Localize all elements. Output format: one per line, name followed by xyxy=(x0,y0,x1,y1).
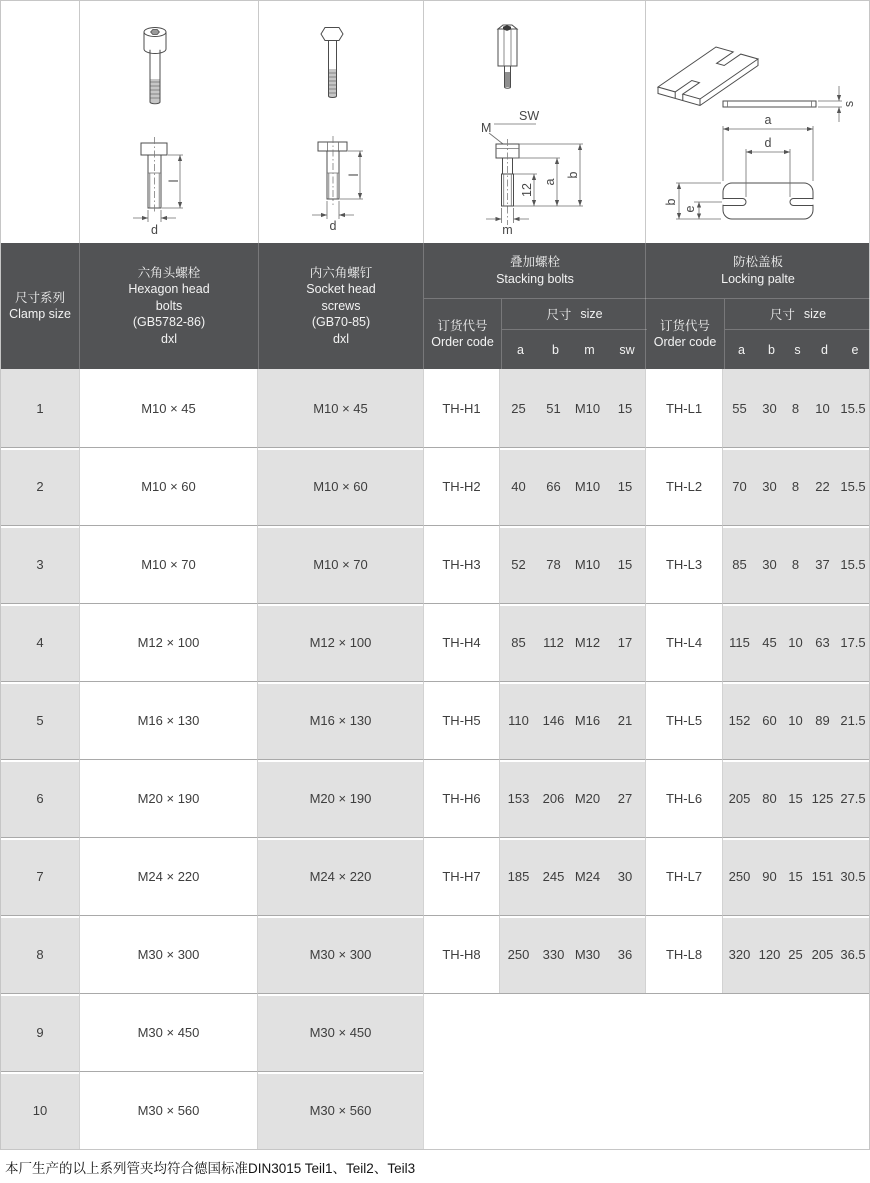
hex-bolt-cell: M12 × 100 xyxy=(79,603,258,681)
table-row xyxy=(1,1071,869,1149)
locking-order-code-cell: TH-L1 xyxy=(645,369,723,447)
stacking-size-cell: 25 xyxy=(500,369,537,447)
dim-label-a: a xyxy=(764,113,772,127)
stacking-size-cell: M12 xyxy=(570,603,605,681)
locking-size-cell: 60 xyxy=(756,681,783,759)
dim-label-m: m xyxy=(502,223,513,237)
table-row xyxy=(1,369,869,447)
hex-bolt-cell: M10 × 60 xyxy=(79,447,258,525)
socket-screw-front-view xyxy=(133,137,183,237)
table-row xyxy=(1,525,869,603)
header-hex-zh: 六角头螺栓 xyxy=(137,265,201,280)
header-socket-dim: dxl xyxy=(333,331,349,346)
stacking-size-cell: 206 xyxy=(537,759,570,837)
socket-screw-cell: M30 × 560 xyxy=(258,1071,423,1149)
hex-bolt-front-view xyxy=(312,136,363,233)
locking-size-cell: 80 xyxy=(756,759,783,837)
header-locking-order-code xyxy=(646,299,724,369)
hex-bolt-cell: M30 × 300 xyxy=(79,915,258,993)
table-row xyxy=(1,993,869,1071)
stacking-size-cell: 51 xyxy=(537,369,570,447)
header-stacking-col-sw: sw xyxy=(619,342,635,357)
locking-size-cell: 15.5 xyxy=(837,447,869,525)
header-stacking-bolts-group xyxy=(423,243,645,369)
locking-size-cell: 115 xyxy=(723,603,756,681)
locking-size-cell: 8 xyxy=(783,447,808,525)
locking-size-cell: 22 xyxy=(808,447,837,525)
locking-size-cell: 15.5 xyxy=(837,369,869,447)
header-stacking-order-code xyxy=(424,299,501,369)
locking-order-code-cell: TH-L7 xyxy=(645,837,723,915)
dim-label-12: 12 xyxy=(520,183,534,197)
hex-bolt-cell: M30 × 450 xyxy=(79,993,258,1071)
header-locking-order-zh: 订货代号 xyxy=(659,318,710,333)
corner-blank-cell xyxy=(1,1,79,243)
locking-size-cell: 15.5 xyxy=(837,525,869,603)
locking-size-cell: 125 xyxy=(808,759,837,837)
stacking-size-cell: 110 xyxy=(500,681,537,759)
locking-plate-side-view xyxy=(723,86,856,122)
stacking-size-cell: 112 xyxy=(537,603,570,681)
header-stacking-size-en: size xyxy=(580,307,603,321)
header-locking-plate-group xyxy=(645,243,869,369)
header-stacking-order-en: Order code xyxy=(431,335,494,349)
stacking-size-cell: 17 xyxy=(605,603,645,681)
socket-screw-cell: M10 × 45 xyxy=(258,369,423,447)
socket-screw-cell: M30 × 300 xyxy=(258,915,423,993)
stacking-size-cell: M30 xyxy=(570,915,605,993)
locking-size-cell: 89 xyxy=(808,681,837,759)
dim-label-d: d xyxy=(329,219,337,233)
stacking-size-cell: 15 xyxy=(605,447,645,525)
header-socket-en1: Socket head xyxy=(306,282,376,297)
stacking-bolt-3d-view xyxy=(498,25,517,88)
locking-order-code-cell: TH-L5 xyxy=(645,681,723,759)
header-stacking-col-a: a xyxy=(517,342,524,357)
stacking-size-cell: 15 xyxy=(605,369,645,447)
socket-screw-cell: M24 × 220 xyxy=(258,837,423,915)
stacking-size-cell: M10 xyxy=(570,369,605,447)
hex-bolt-cell: M16 × 130 xyxy=(79,681,258,759)
socket-screw-cell: M10 × 70 xyxy=(258,525,423,603)
header-locking-zh: 防松盖板 xyxy=(732,255,783,269)
locking-size-cell: 30 xyxy=(756,525,783,603)
dim-label-s: s xyxy=(842,100,856,108)
header-socket-screws xyxy=(258,243,423,369)
stacking-size-cell: M24 xyxy=(570,837,605,915)
header-stacking-size-labels xyxy=(502,330,647,369)
stacking-size-cell: 185 xyxy=(500,837,537,915)
clamp-size-cell: 4 xyxy=(1,603,79,681)
table-header xyxy=(1,243,869,369)
stacking-order-code-cell: TH-H1 xyxy=(423,369,500,447)
clamp-size-cell: 5 xyxy=(1,681,79,759)
table-row xyxy=(1,915,869,993)
locking-size-cell: 205 xyxy=(723,759,756,837)
dim-label-b: b xyxy=(664,198,678,206)
hex-bolt-cell: M10 × 70 xyxy=(79,525,258,603)
clamp-size-cell: 9 xyxy=(1,993,79,1071)
hex-bolt-cell: M30 × 560 xyxy=(79,1071,258,1149)
header-socket-std: (GB70-85) xyxy=(311,315,371,330)
header-stacking-size-block xyxy=(501,299,646,369)
header-hex-bolts xyxy=(79,243,258,369)
header-locking-col-d: d xyxy=(821,342,828,357)
stacking-size-cell: M20 xyxy=(570,759,605,837)
locking-size-cell: 17.5 xyxy=(837,603,869,681)
stacking-size-cell: 40 xyxy=(500,447,537,525)
clamp-size-cell: 7 xyxy=(1,837,79,915)
locking-size-cell: 10 xyxy=(783,603,808,681)
table-row xyxy=(1,603,869,681)
locking-size-cell: 120 xyxy=(756,915,783,993)
hex-bolt-cell: M10 × 45 xyxy=(79,369,258,447)
footer-note: 本厂生产的以上系列管夹均符合德国标准DIN3015 Teil1、Teil2、Teil3 xyxy=(5,1161,416,1176)
locking-plate-panel xyxy=(645,1,869,243)
header-stacking-col-b: b xyxy=(552,342,559,357)
stacking-bolt-front-view xyxy=(481,109,583,237)
header-locking-col-e: e xyxy=(851,342,859,357)
locking-size-cell: 30 xyxy=(756,369,783,447)
clamp-size-cell: 3 xyxy=(1,525,79,603)
header-locking-col-a: a xyxy=(738,342,745,357)
dim-label-b: b xyxy=(566,171,580,179)
socket-screw-panel xyxy=(79,1,258,243)
stacking-size-cell: M16 xyxy=(570,681,605,759)
locking-size-cell: 30 xyxy=(756,447,783,525)
table-row xyxy=(1,759,869,837)
locking-size-cell: 15 xyxy=(783,837,808,915)
stacking-order-code-cell: TH-H3 xyxy=(423,525,500,603)
header-locking-en: Locking palte xyxy=(721,271,795,286)
clamp-size-cell: 2 xyxy=(1,447,79,525)
stacking-order-code-cell: TH-H6 xyxy=(423,759,500,837)
header-hex-dim: dxl xyxy=(161,331,177,346)
locking-size-cell: 10 xyxy=(783,681,808,759)
stacking-order-code-cell: TH-H2 xyxy=(423,447,500,525)
header-clamp-size-zh: 尺寸系列 xyxy=(14,290,65,305)
hex-bolt-drawing xyxy=(259,1,424,243)
header-stacking-size-title xyxy=(502,299,647,330)
locking-size-cell: 55 xyxy=(723,369,756,447)
locking-size-cell: 70 xyxy=(723,447,756,525)
locking-size-cell: 36.5 xyxy=(837,915,869,993)
table-row xyxy=(1,681,869,759)
locking-order-code-cell: TH-L2 xyxy=(645,447,723,525)
stacking-size-cell: 15 xyxy=(605,525,645,603)
header-locking-size-block xyxy=(724,299,870,369)
locking-size-cell: 63 xyxy=(808,603,837,681)
socket-screw-3d-view xyxy=(144,28,166,104)
socket-screw-cell: M12 × 100 xyxy=(258,603,423,681)
header-clamp-size-en: Clamp size xyxy=(9,307,71,321)
stacking-size-cell: 250 xyxy=(500,915,537,993)
header-socket-en2: screws xyxy=(321,298,361,313)
locking-size-cell: 85 xyxy=(723,525,756,603)
stacking-order-code-cell: TH-H5 xyxy=(423,681,500,759)
locking-size-cell: 8 xyxy=(783,525,808,603)
clamp-size-cell: 8 xyxy=(1,915,79,993)
header-stacking-en: Stacking bolts xyxy=(496,271,574,286)
stacking-size-cell: 36 xyxy=(605,915,645,993)
locking-order-code-cell: TH-L8 xyxy=(645,915,723,993)
locking-size-cell: 15 xyxy=(783,759,808,837)
locking-size-cell: 8 xyxy=(783,369,808,447)
header-locking-order-en: Order code xyxy=(653,335,717,349)
dim-label-e: e xyxy=(683,205,697,213)
header-locking-col-b: b xyxy=(768,342,775,357)
socket-screw-cell: M10 × 60 xyxy=(258,447,423,525)
stacking-order-code-cell: TH-H4 xyxy=(423,603,500,681)
stacking-size-cell: 30 xyxy=(605,837,645,915)
table-row xyxy=(1,447,869,525)
locking-size-cell: 152 xyxy=(723,681,756,759)
table-row xyxy=(1,837,869,915)
locking-size-cell: 37 xyxy=(808,525,837,603)
locking-size-cell: 250 xyxy=(723,837,756,915)
stacking-size-cell: 66 xyxy=(537,447,570,525)
locking-size-cell: 151 xyxy=(808,837,837,915)
hex-bolt-cell: M20 × 190 xyxy=(79,759,258,837)
locking-order-code-cell: TH-L6 xyxy=(645,759,723,837)
header-locking-size-en: size xyxy=(803,307,827,321)
header-locking-title xyxy=(646,243,870,299)
header-clamp-size xyxy=(1,243,79,369)
header-stacking-col-m: m xyxy=(584,342,595,357)
hex-bolt-panel xyxy=(258,1,423,243)
header-stacking-order-zh: 订货代号 xyxy=(437,318,488,333)
stacking-size-cell: 245 xyxy=(537,837,570,915)
locking-order-code-cell: TH-L3 xyxy=(645,525,723,603)
locking-order-code-cell: TH-L4 xyxy=(645,603,723,681)
header-hex-en2: bolts xyxy=(155,298,183,313)
header-locking-size-labels xyxy=(725,330,870,369)
stacking-size-cell: 85 xyxy=(500,603,537,681)
table-body xyxy=(1,369,869,1149)
clamp-size-cell: 10 xyxy=(1,1071,79,1149)
socket-screw-cell: M30 × 450 xyxy=(258,993,423,1071)
locking-size-cell: 205 xyxy=(808,915,837,993)
stacking-size-cell: 21 xyxy=(605,681,645,759)
socket-head-screw-drawing xyxy=(80,1,259,243)
header-stacking-zh: 叠加螺栓 xyxy=(509,255,560,269)
hex-bolt-3d-view xyxy=(321,28,343,98)
clamp-size-cell: 1 xyxy=(1,369,79,447)
locking-plate-plan-view xyxy=(664,113,814,219)
empty-region xyxy=(423,993,869,1071)
socket-screw-cell: M20 × 190 xyxy=(258,759,423,837)
drawings-strip xyxy=(1,1,869,243)
dim-label-d: d xyxy=(764,136,772,150)
header-stacking-size-zh: 尺寸 xyxy=(546,308,572,322)
socket-screw-cell: M16 × 130 xyxy=(258,681,423,759)
locking-size-cell: 320 xyxy=(723,915,756,993)
dim-label-SW: SW xyxy=(519,109,540,123)
header-hex-std: (GB5782-86) xyxy=(132,315,206,330)
header-hex-en1: Hexagon head xyxy=(128,282,210,297)
header-locking-col-s: s xyxy=(794,342,801,357)
clamp-size-cell: 6 xyxy=(1,759,79,837)
locking-size-cell: 21.5 xyxy=(837,681,869,759)
dim-label-a: a xyxy=(543,178,557,186)
header-locking-size-zh: 尺寸 xyxy=(769,308,795,322)
stacking-size-cell: 330 xyxy=(537,915,570,993)
stacking-size-cell: 52 xyxy=(500,525,537,603)
header-stacking-title xyxy=(424,243,646,299)
dim-label-M: M xyxy=(481,121,492,135)
dim-label-l: l xyxy=(167,179,181,183)
stacking-bolt-panel xyxy=(423,1,645,243)
locking-plate-3d-view xyxy=(658,47,758,106)
locking-size-cell: 90 xyxy=(756,837,783,915)
dim-label-d: d xyxy=(151,223,158,237)
locking-size-cell: 27.5 xyxy=(837,759,869,837)
header-locking-size-title xyxy=(725,299,870,330)
empty-region xyxy=(423,1071,869,1149)
locking-size-cell: 45 xyxy=(756,603,783,681)
stacking-bolt-drawing xyxy=(424,1,646,243)
locking-size-cell: 30.5 xyxy=(837,837,869,915)
dim-label-l: l xyxy=(347,173,361,177)
locking-size-cell: 25 xyxy=(783,915,808,993)
locking-plate-drawing xyxy=(646,1,870,243)
stacking-size-cell: 27 xyxy=(605,759,645,837)
locking-size-cell: 10 xyxy=(808,369,837,447)
stacking-order-code-cell: TH-H8 xyxy=(423,915,500,993)
stacking-size-cell: M10 xyxy=(570,525,605,603)
hex-bolt-cell: M24 × 220 xyxy=(79,837,258,915)
stacking-order-code-cell: TH-H7 xyxy=(423,837,500,915)
stacking-size-cell: 153 xyxy=(500,759,537,837)
stacking-size-cell: M10 xyxy=(570,447,605,525)
stacking-size-cell: 78 xyxy=(537,525,570,603)
stacking-size-cell: 146 xyxy=(537,681,570,759)
header-socket-zh: 内六角螺钉 xyxy=(309,265,373,280)
